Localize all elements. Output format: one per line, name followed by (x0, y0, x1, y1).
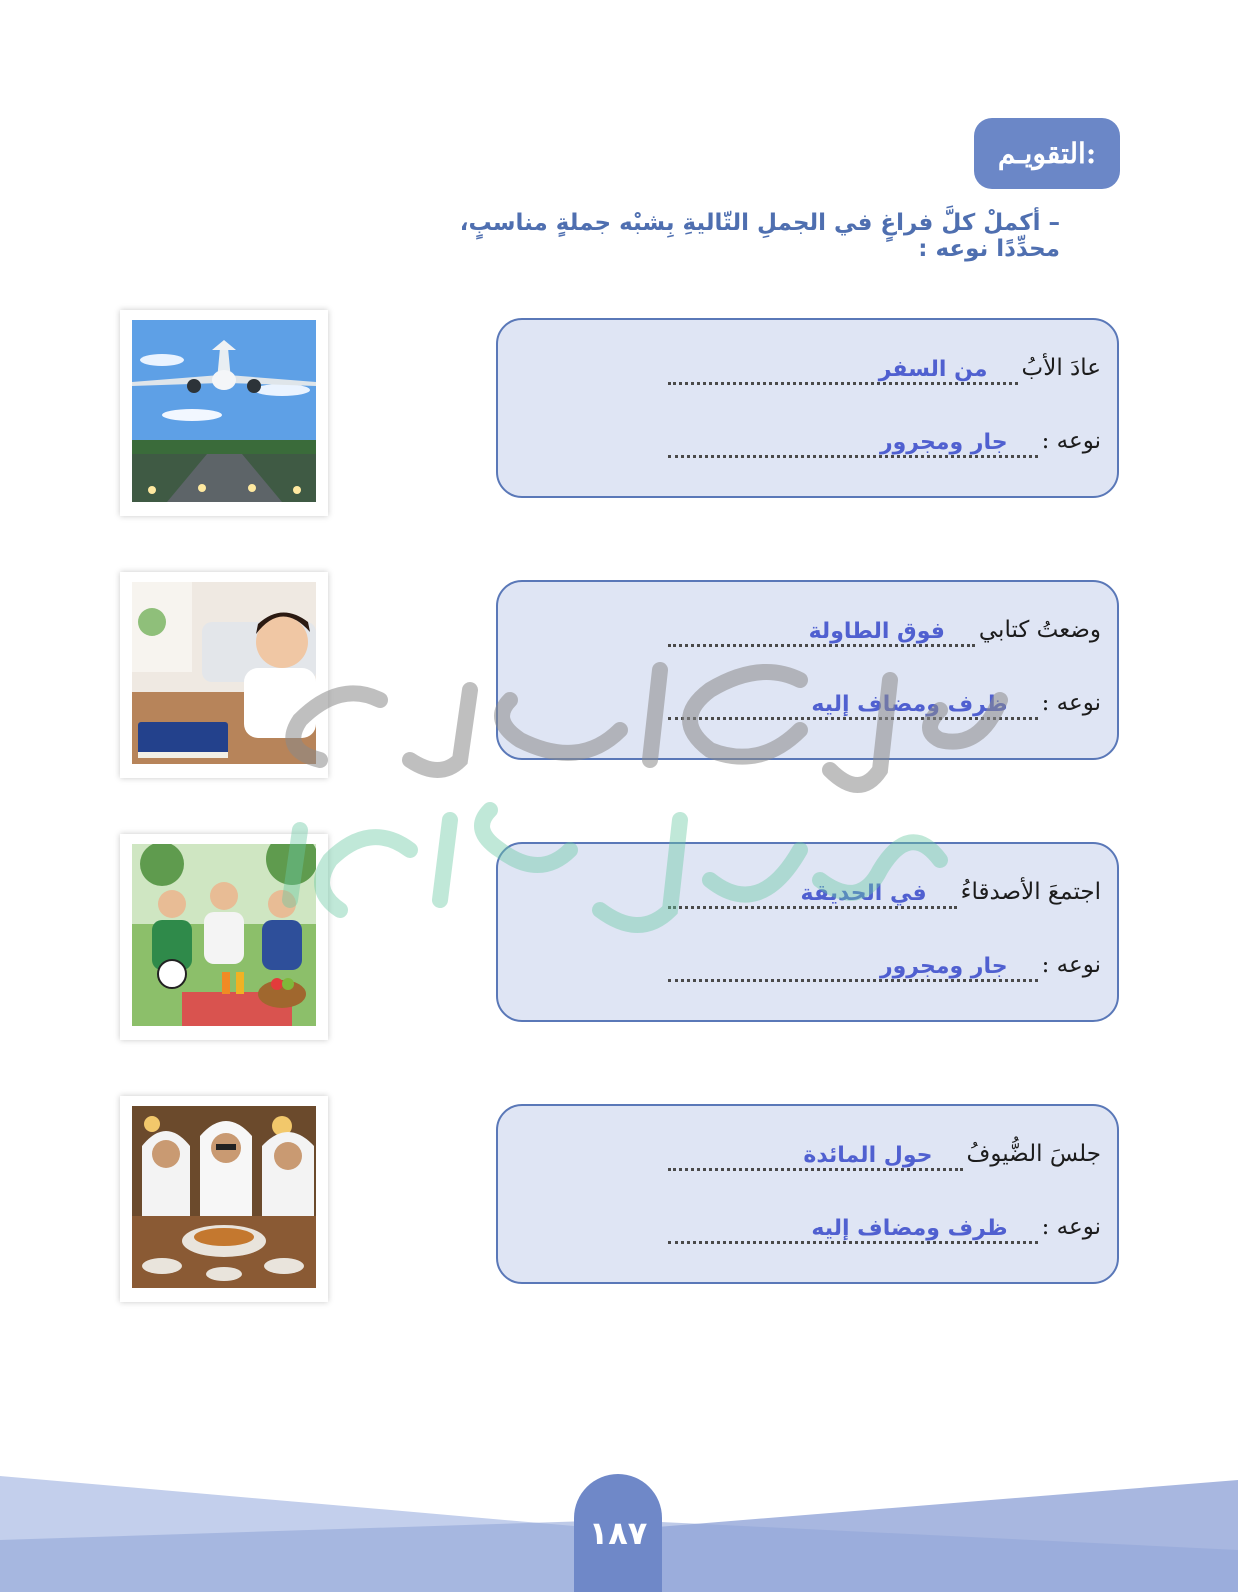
question-box-3 (496, 842, 1119, 1022)
sentence-line-4 (668, 1136, 1101, 1172)
question-box-4 (496, 1104, 1119, 1284)
answer-blank[interactable] (668, 1138, 963, 1171)
type-blank[interactable] (668, 949, 1038, 982)
type-line-2 (668, 685, 1101, 721)
section-title: التقويـم: (997, 137, 1097, 170)
sentence-lead: اجتمعَ الأصدقاءُ (960, 879, 1101, 905)
type-answer-text: جار ومجرور (879, 953, 1008, 979)
picnic-illustration (132, 844, 316, 1026)
answer-text: في الحديقة (800, 880, 927, 906)
type-blank[interactable] (668, 425, 1038, 458)
friends-picnic-image (120, 834, 328, 1040)
type-answer-text: ظرف ومضاف إليه (811, 691, 1008, 717)
type-blank[interactable] (668, 687, 1038, 720)
type-label: نوعه : (1041, 1214, 1101, 1240)
type-label: نوعه : (1041, 952, 1101, 978)
guests-at-table-image (120, 1096, 328, 1302)
page-number: ١٨٧ (588, 1514, 648, 1552)
page-number-badge (574, 1474, 662, 1592)
type-line-1 (668, 423, 1101, 459)
type-label: نوعه : (1041, 428, 1101, 454)
type-label: نوعه : (1041, 690, 1101, 716)
question-box-2 (496, 580, 1119, 760)
guests-illustration (132, 1106, 316, 1288)
type-blank[interactable] (668, 1211, 1038, 1244)
type-line-4 (668, 1209, 1101, 1245)
type-answer-text: جار ومجرور (879, 429, 1008, 455)
sentence-line-2 (668, 612, 1101, 648)
boy-with-book-image (120, 572, 328, 778)
sentence-lead: عادَ الأبُ (1021, 355, 1101, 381)
answer-text: من السفر (878, 356, 988, 382)
question-box-1 (496, 318, 1119, 498)
type-line-3 (668, 947, 1101, 983)
sentence-line-1 (668, 350, 1101, 386)
section-title-badge (974, 118, 1120, 189)
answer-blank[interactable] (668, 614, 975, 647)
sentence-lead: وضعتُ كتابي (978, 617, 1101, 643)
sentence-line-3 (668, 874, 1101, 910)
instruction-text: – أكملْ كلَّ فراغٍ في الجملِ التّاليةِ بِشبْه جملةٍ مناسبٍ، محدِّدًا نوعه : (459, 210, 1060, 262)
airplane-landing-image (120, 310, 328, 516)
answer-text: فوق الطاولة (808, 618, 945, 644)
boy-book-illustration (132, 582, 316, 764)
type-answer-text: ظرف ومضاف إليه (811, 1215, 1008, 1241)
answer-text: حول المائدة (803, 1142, 933, 1168)
answer-blank[interactable] (668, 352, 1018, 385)
answer-blank[interactable] (668, 876, 957, 909)
sentence-lead: جلسَ الضُّيوفُ (966, 1141, 1101, 1167)
airplane-illustration (132, 320, 316, 502)
